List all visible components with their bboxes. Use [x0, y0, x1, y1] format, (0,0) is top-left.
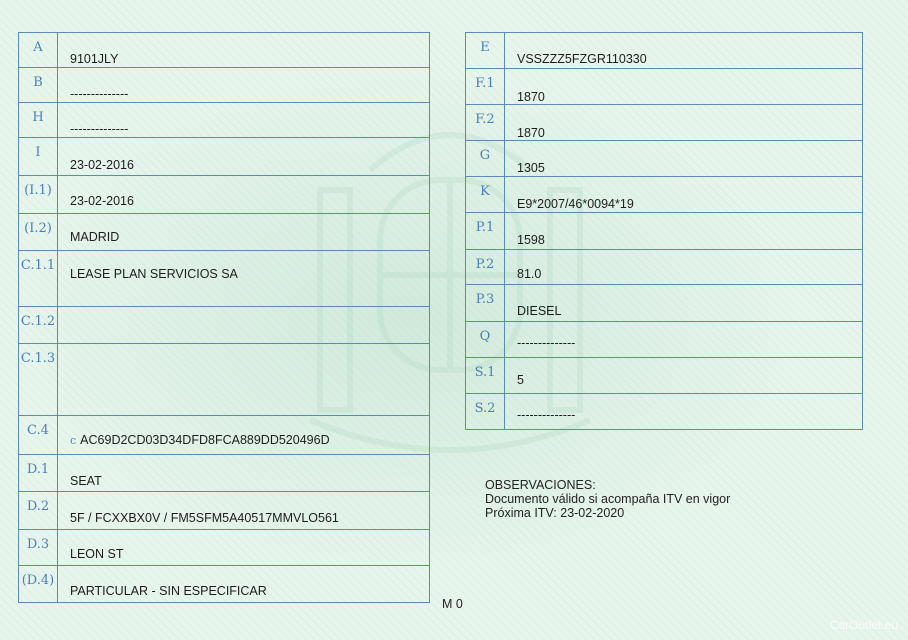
right-data-table: [465, 32, 863, 430]
field-code: C.4: [19, 416, 58, 455]
prefix-mark: c: [70, 434, 77, 447]
table-row: [19, 176, 430, 214]
field-code: (I.2): [19, 214, 58, 251]
table-row: [19, 214, 430, 251]
field-code: I: [19, 138, 58, 176]
field-code: (D.4): [19, 566, 58, 603]
observations-title: OBSERVACIONES:: [485, 478, 596, 492]
field-value: [58, 416, 430, 455]
field-value: MADRID: [58, 214, 430, 251]
field-code: S.1: [466, 358, 505, 394]
field-value: 1870: [505, 105, 863, 141]
table-row: [466, 358, 863, 394]
field-code: D.3: [19, 530, 58, 566]
field-value: 5F / FCXXBX0V / FM5SFM5A40517MMVLO561: [58, 492, 430, 530]
table-row: [466, 105, 863, 141]
field-value: SEAT: [58, 455, 430, 492]
field-code: B: [19, 68, 58, 103]
table-row: [19, 307, 430, 344]
field-code: G: [466, 141, 505, 177]
field-value: 5: [505, 358, 863, 394]
field-value: 23-02-2016: [58, 176, 430, 214]
field-value: --------------: [58, 68, 430, 103]
field-code: F.2: [466, 105, 505, 141]
table-row: [466, 177, 863, 213]
field-code: Q: [466, 322, 505, 358]
mo-mark: M 0: [442, 597, 463, 611]
table-row: [19, 103, 430, 138]
table-row: [466, 322, 863, 358]
field-code: P.1: [466, 213, 505, 250]
table-row: [466, 69, 863, 105]
field-value: --------------: [505, 394, 863, 430]
field-value: 1870: [505, 69, 863, 105]
watermark-text: CarOutlet.eu: [829, 618, 898, 632]
left-data-table: [18, 32, 430, 603]
field-code: S.2: [466, 394, 505, 430]
field-value: [58, 344, 430, 416]
field-value: LEASE PLAN SERVICIOS SA: [58, 251, 430, 307]
table-row: [466, 213, 863, 250]
field-value-text: AC69D2CD03D34DFD8FCA889DD520496D: [80, 433, 330, 447]
table-row: [19, 492, 430, 530]
field-value: VSSZZZ5FZGR110330: [505, 33, 863, 69]
field-value: 9101JLY: [58, 33, 430, 68]
field-code: P.2: [466, 250, 505, 285]
field-value: [58, 307, 430, 344]
field-value: --------------: [58, 103, 430, 138]
field-code: D.2: [19, 492, 58, 530]
field-value: 23-02-2016: [58, 138, 430, 176]
table-row: [19, 566, 430, 603]
field-value: --------------: [505, 322, 863, 358]
table-row: [466, 33, 863, 69]
table-row: [466, 285, 863, 322]
table-row: [19, 416, 430, 455]
table-row: [19, 455, 430, 492]
observations-line: Próxima ITV: 23-02-2020: [485, 506, 625, 520]
table-row: [19, 138, 430, 176]
field-value: PARTICULAR - SIN ESPECIFICAR: [58, 566, 430, 603]
field-value: 1598: [505, 213, 863, 250]
field-code: K: [466, 177, 505, 213]
table-row: [466, 394, 863, 430]
table-row: [466, 141, 863, 177]
field-code: C.1.3: [19, 344, 58, 416]
observations-line: Documento válido si acompaña ITV en vigor: [485, 492, 731, 506]
field-code: D.1: [19, 455, 58, 492]
table-row: [19, 68, 430, 103]
table-row: [466, 250, 863, 285]
field-code: E: [466, 33, 505, 69]
field-code: A: [19, 33, 58, 68]
field-code: P.3: [466, 285, 505, 322]
table-row: [19, 33, 430, 68]
field-code: F.1: [466, 69, 505, 105]
field-value: 81.0: [505, 250, 863, 285]
table-row: [19, 530, 430, 566]
field-code: (I.1): [19, 176, 58, 214]
field-code: C.1.1: [19, 251, 58, 307]
field-code: H: [19, 103, 58, 138]
field-code: C.1.2: [19, 307, 58, 344]
field-value: LEON ST: [58, 530, 430, 566]
observations-block: [485, 478, 730, 520]
field-value: 1305: [505, 141, 863, 177]
field-value: E9*2007/46*0094*19: [505, 177, 863, 213]
field-value: DIESEL: [505, 285, 863, 322]
table-row: [19, 251, 430, 307]
table-row: [19, 344, 430, 416]
